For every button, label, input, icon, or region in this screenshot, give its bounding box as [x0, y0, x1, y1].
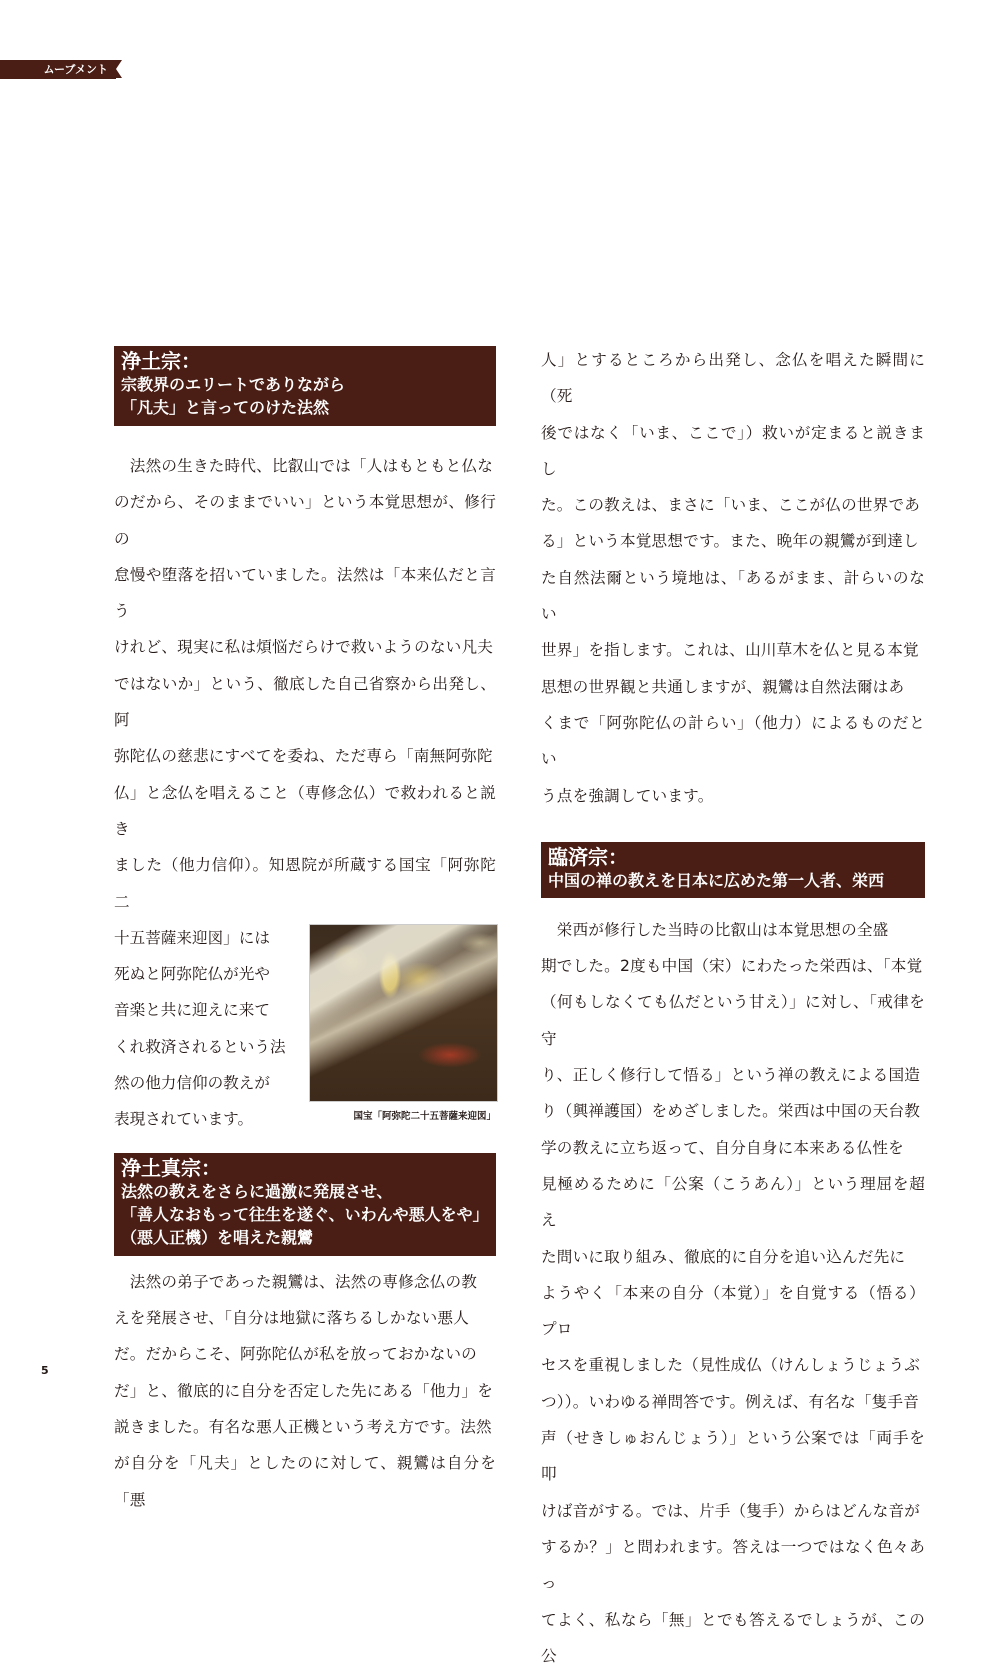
heading-jodo-shu	[114, 346, 496, 426]
text-line: てよく、私なら「無」とでも答えるでしょうが、この公	[541, 1602, 925, 1674]
text-line: り、正しく修行して悟る」という禅の教えによる国造	[541, 1057, 925, 1093]
text-line: う点を強調しています。	[541, 778, 925, 814]
body-paragraph	[114, 448, 496, 920]
text-line: た。この教えは、まさに「いま、ここが仏の世界であ	[541, 487, 925, 523]
amida-raigo-painting-image	[309, 924, 498, 1102]
page-number: 5	[41, 1364, 49, 1377]
text-line: 十五菩薩来迎図」には	[114, 920, 294, 956]
body-paragraph	[114, 1264, 496, 1518]
heading-subtitle-line: 宗教界のエリートでありながら	[121, 373, 488, 396]
text-line: （何もしなくても仏だという甘え）」に対し、「戒律を守	[541, 984, 925, 1057]
text-line: 期でした。2度も中国（宋）にわたった栄西は、「本覚	[541, 948, 925, 984]
text-line: するか？」と問われます。答えは一つではなく色々あっ	[541, 1529, 925, 1602]
text-line: 後ではなく「いま、ここで」）救いが定まると説きまし	[541, 415, 925, 488]
text-line: り（興禅護国）をめざしました。栄西は中国の天台教	[541, 1093, 925, 1129]
body-paragraph	[541, 342, 925, 814]
text-line: ました（他力信仰）。知恩院が所蔵する国宝「阿弥陀二	[114, 847, 496, 920]
right-column	[541, 342, 925, 1674]
left-column	[114, 346, 496, 1518]
text-line: くれ救済されるという法	[114, 1029, 294, 1065]
text-line: る」という本覚思想です。また、晩年の親鸞が到達し	[541, 523, 925, 559]
text-line: 見極めるために「公案（こうあん）」という理屈を超え	[541, 1166, 925, 1239]
section-tag-label: ムーブメント	[44, 63, 108, 76]
heading-subtitle-line: 法然の教えをさらに過激に発展させ、	[121, 1180, 488, 1203]
text-line: 法然の生きた時代、比叡山では「人はもともと仏な	[114, 448, 496, 484]
text-line: 世界」を指します。これは、山川草木を仏と見る本覚	[541, 632, 925, 668]
text-line: 表現されています。	[114, 1101, 294, 1137]
heading-title: 臨済宗：	[548, 845, 917, 869]
text-line: 法然の弟子であった親鸞は、法然の専修念仏の教	[114, 1264, 496, 1300]
text-line: けれど、現実に私は煩悩だらけで救いようのない凡夫	[114, 629, 496, 665]
text-line: 仏」と念仏を唱えること（専修念仏）で救われると説き	[114, 775, 496, 848]
text-line: た自然法爾という境地は、「あるがまま、計らいのない	[541, 560, 925, 633]
text-line: 怠慢や堕落を招いていました。法然は「本来仏だと言う	[114, 557, 496, 630]
section-tag-arrow	[116, 60, 122, 78]
heading-subtitle-line: 中国の禅の教えを日本に広めた第一人者、栄西	[548, 869, 917, 892]
section-tag	[0, 60, 116, 79]
heading-title: 浄土宗：	[121, 349, 488, 373]
figure-caption: 国宝「阿弥陀二十五菩薩来迎図」	[353, 1108, 496, 1122]
text-line: 音楽と共に迎えに来て	[114, 992, 294, 1028]
text-line: だ。だからこそ、阿弥陀仏が私を放っておかないの	[114, 1336, 496, 1372]
text-line: 説きました。有名な悪人正機という考え方です。法然	[114, 1409, 496, 1445]
body-paragraph	[541, 912, 925, 1674]
text-line: のだから、そのままでいい」という本覚思想が、修行の	[114, 484, 496, 557]
text-line: だ」と、徹底的に自分を否定した先にある「他力」を	[114, 1373, 496, 1409]
text-line: セスを重視しました（見性成仏（けんしょうじょうぶ	[541, 1347, 925, 1383]
text-line: 然の他力信仰の教えが	[114, 1065, 294, 1101]
text-line: くまで「阿弥陀仏の計らい」（他力）によるものだとい	[541, 705, 925, 778]
text-line: が自分を「凡夫」としたのに対して、親鸞は自分を「悪	[114, 1445, 496, 1518]
figure-side-text	[114, 920, 294, 1138]
text-line: えを発展させ、「自分は地獄に落ちるしかない悪人	[114, 1300, 496, 1336]
text-line: 人」とするところから出発し、念仏を唱えた瞬間に（死	[541, 342, 925, 415]
heading-subtitle-line: （悪人正機）を唱えた親鸞	[121, 1226, 488, 1249]
text-line: 弥陀仏の慈悲にすべてを委ね、ただ専ら「南無阿弥陀	[114, 738, 496, 774]
heading-title: 浄土真宗：	[121, 1156, 488, 1180]
text-line: 思想の世界観と共通しますが、親鸞は自然法爾はあ	[541, 669, 925, 705]
heading-jodo-shinshu	[114, 1153, 496, 1256]
text-line: ようやく「本来の自分（本覚）」を自覚する（悟る）プロ	[541, 1275, 925, 1348]
text-line: けば音がする。では、片手（隻手）からはどんな音が	[541, 1493, 925, 1529]
heading-subtitle-line: 「凡夫」と言ってのけた法然	[121, 396, 488, 419]
text-line: つ））。いわゆる禅問答です。例えば、有名な「隻手音	[541, 1384, 925, 1420]
figure-block	[114, 920, 496, 1137]
text-line: 声（せきしゅおんじょう）」という公案では「両手を叩	[541, 1420, 925, 1493]
heading-subtitle-line: 「善人なおもって往生を遂ぐ、いわんや悪人をや」	[121, 1203, 488, 1226]
text-line: 死ぬと阿弥陀仏が光や	[114, 956, 294, 992]
text-line: ではないか」という、徹底した自己省察から出発し、阿	[114, 666, 496, 739]
text-line: 栄西が修行した当時の比叡山は本覚思想の全盛	[541, 912, 925, 948]
text-line: た問いに取り組み、徹底的に自分を追い込んだ先に	[541, 1239, 925, 1275]
text-line: 学の教えに立ち返って、自分自身に本来ある仏性を	[541, 1130, 925, 1166]
heading-rinzai-shu	[541, 842, 925, 898]
